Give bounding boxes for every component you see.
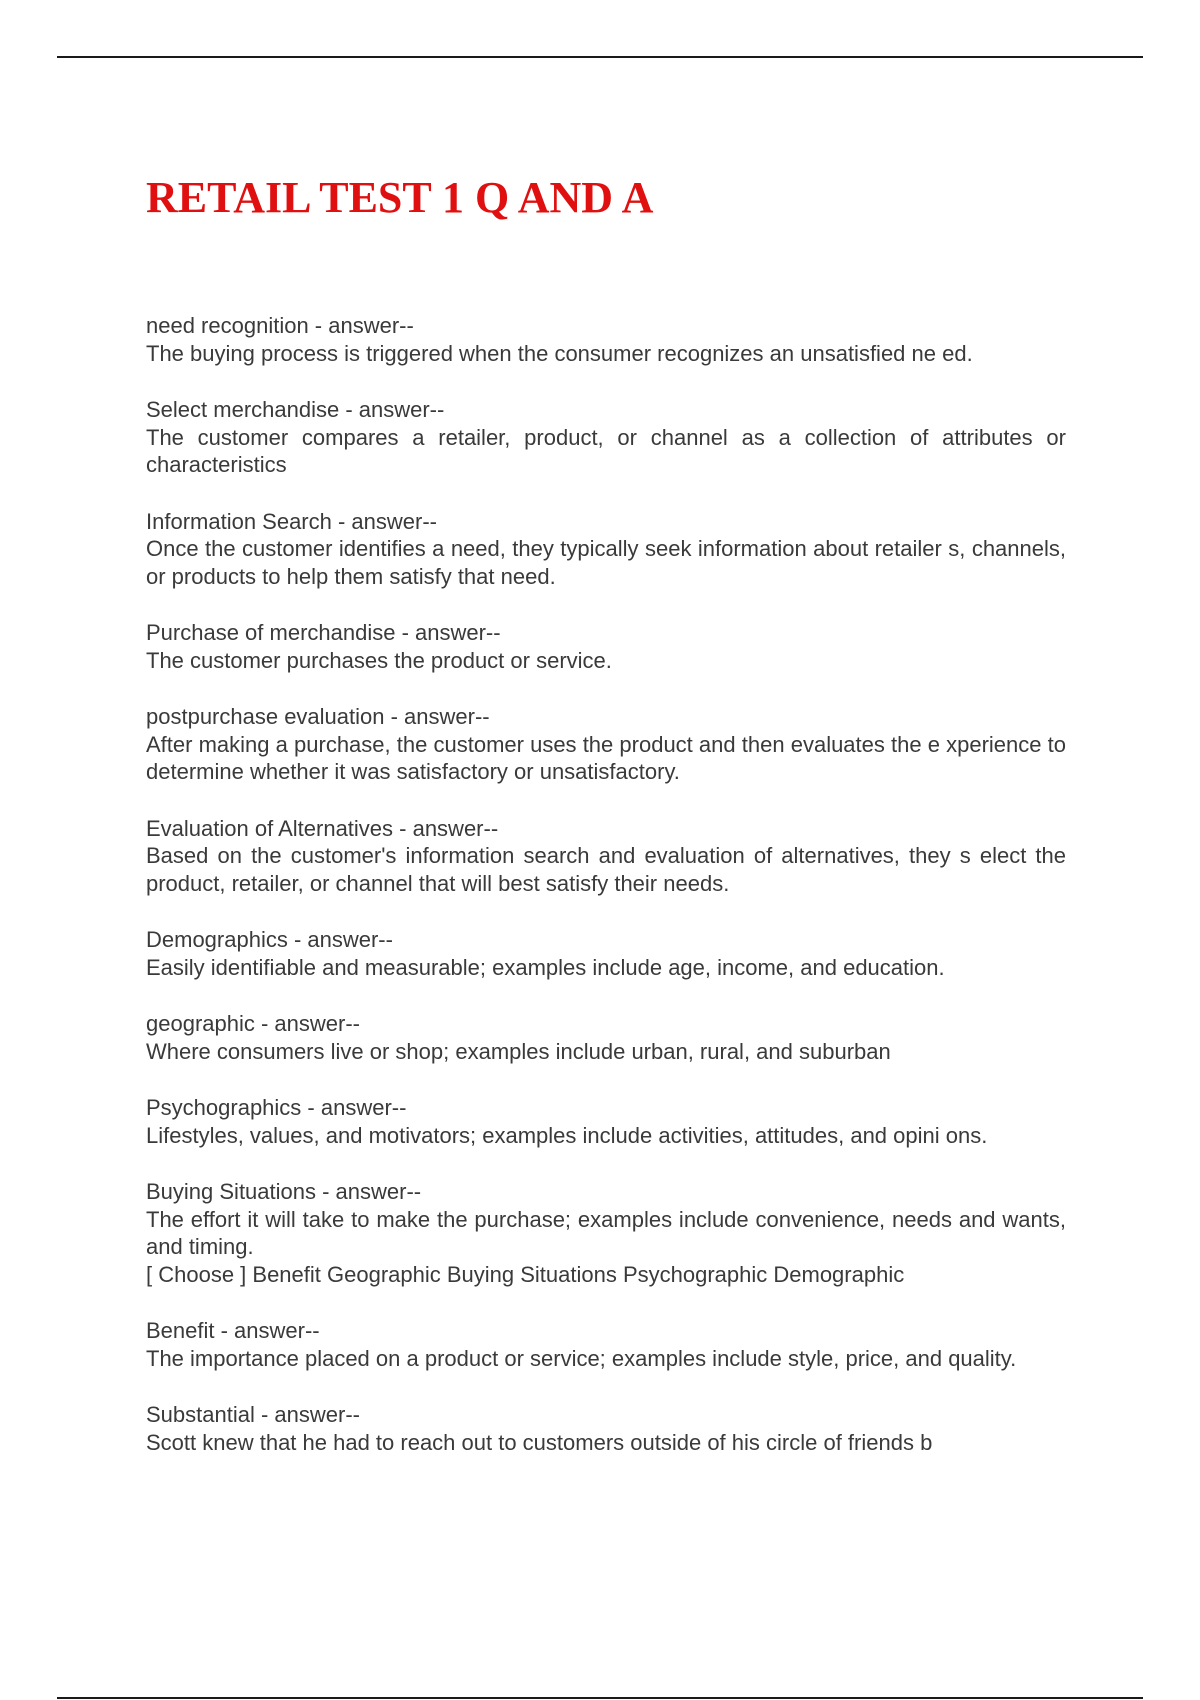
entry-answer: Scott knew that he had to reach out to customers outside of his circle of friends b <box>146 1429 933 1455</box>
entry-answer: Where consumers live or shop; examples include urban, rural, and suburban <box>146 1038 891 1064</box>
entry-answer: After making a purchase, the customer uses the product and then evaluates the e xperience to determine whether it was satisfactory or unsatisfactory. <box>146 731 1066 784</box>
entry-term: Substantial - answer-- <box>146 1402 360 1427</box>
qa-entry <box>146 815 1066 898</box>
qa-entry <box>146 703 1066 786</box>
entry-answer: The customer purchases the product or service. <box>146 647 612 673</box>
entry-answer: Lifestyles, values, and motivators; examples include activities, attitudes, and opini ons. <box>146 1122 988 1148</box>
page-title: RETAIL TEST 1 Q AND A <box>146 173 654 222</box>
entry-answer: The effort it will take to make the purchase; examples include convenience, needs and wants, and timing. <box>146 1206 1066 1259</box>
entry-term: postpurchase evaluation - answer-- <box>146 704 490 729</box>
entry-answer: Once the customer identifies a need, they typically seek information about retailer s, channels, or products to help them satisfy that need. <box>146 536 1066 589</box>
qa-entry <box>146 396 1066 479</box>
qa-entry <box>146 619 1066 674</box>
qa-entry <box>146 508 1066 591</box>
entry-answer: Based on the customer's information search and evaluation of alternatives, they s elect the product, retailer, or channel that will best satisfy their needs. <box>146 843 1066 896</box>
entry-term: Information Search - answer-- <box>146 508 437 534</box>
entry-term: Demographics - answer-- <box>146 927 393 952</box>
entry-answer: Easily identifiable and measurable; examples include age, income, and education. <box>146 954 945 980</box>
entry-answer: The buying process is triggered when the consumer recognizes an unsatisfied ne ed. <box>146 340 973 366</box>
entry-term: Select merchandise - answer-- <box>146 397 445 422</box>
entry-term: geographic - answer-- <box>146 1011 360 1036</box>
entry-term: Buying Situations - answer-- <box>146 1179 422 1204</box>
qa-entry <box>146 1010 1066 1065</box>
qa-entry <box>146 1178 1066 1288</box>
bottom-rule <box>57 1697 1143 1699</box>
entry-term: Purchase of merchandise - answer-- <box>146 620 501 645</box>
qa-entry <box>146 1317 1066 1372</box>
entry-term: Benefit - answer-- <box>146 1318 320 1343</box>
qa-list <box>146 312 1066 1456</box>
entry-answer: The importance placed on a product or service; examples include style, price, and quality. <box>146 1345 1017 1371</box>
entry-term: Psychographics - answer-- <box>146 1095 407 1120</box>
choose-options-line: [ Choose ] Benefit Geographic Buying Situations Psychographic Demographic <box>146 1261 905 1287</box>
qa-entry <box>146 1094 1066 1149</box>
qa-entry <box>146 312 1066 367</box>
qa-entry <box>146 1401 1066 1456</box>
entry-term: need recognition - answer-- <box>146 313 414 338</box>
top-rule <box>57 56 1143 58</box>
entry-answer: The customer compares a retailer, product, or channel as a collection of attributes or characteristics <box>146 424 1066 477</box>
entry-term: Evaluation of Alternatives - answer-- <box>146 815 499 841</box>
qa-entry <box>146 926 1066 981</box>
